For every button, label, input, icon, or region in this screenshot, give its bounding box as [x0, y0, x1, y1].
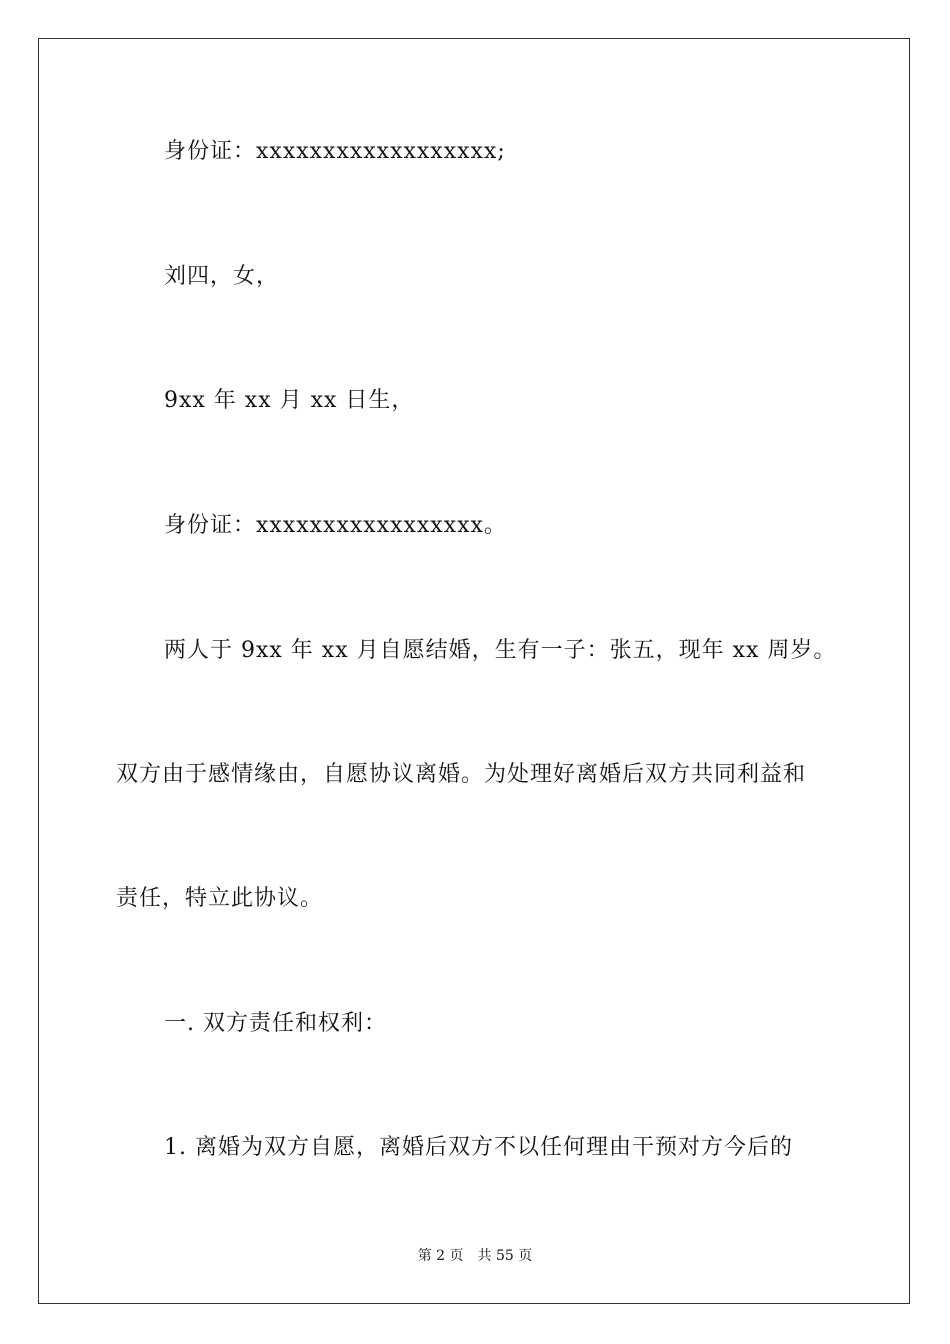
page-number: 第 2 页 [417, 1248, 464, 1264]
page-total: 共 55 页 [477, 1248, 533, 1264]
text-line-birth-date: 9xx 年 xx 月 xx 日生， [164, 388, 415, 413]
text-line-agreement-purpose: 责任，特立此协议。 [116, 886, 324, 911]
text-line-divorce-reason: 双方由于感情缘由，自愿协议离婚。为处理好离婚后双方共同利益和 [116, 762, 807, 787]
page-footer [0, 1246, 950, 1266]
text-line-person-name: 刘四，女， [164, 264, 280, 289]
page-border [38, 38, 910, 1304]
text-line-id-number-2: 身份证：xxxxxxxxxxxxxxxxx。 [164, 513, 507, 538]
text-line-id-number-1: 身份证：xxxxxxxxxxxxxxxxxx; [164, 139, 506, 164]
text-line-clause-1: 1. 离婚为双方自愿，离婚后双方不以任何理由干预对方今后的 [164, 1135, 793, 1160]
section-heading-responsibilities: 一. 双方责任和权利： [164, 1011, 387, 1036]
text-line-marriage-info: 两人于 9xx 年 xx 月自愿结婚，生有一子：张五，现年 xx 周岁。 [164, 638, 837, 663]
